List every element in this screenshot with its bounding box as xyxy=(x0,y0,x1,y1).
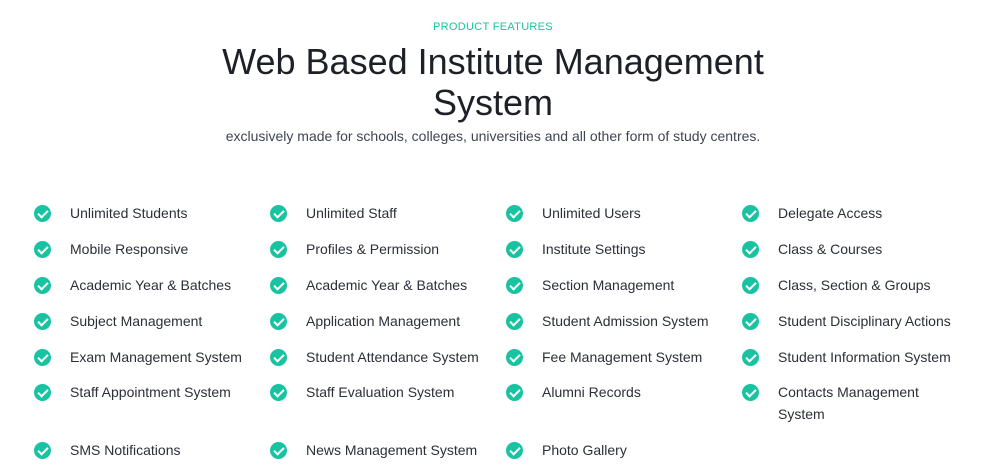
feature-label: Class & Courses xyxy=(778,241,883,257)
feature-label: Exam Management System xyxy=(70,349,242,365)
feature-item xyxy=(34,348,254,368)
feature-item xyxy=(34,441,254,461)
feature-label: Contacts Management System xyxy=(778,384,919,422)
feature-item xyxy=(270,276,490,296)
feature-label: Alumni Records xyxy=(542,384,641,400)
check-circle-icon xyxy=(506,205,523,222)
check-circle-icon xyxy=(270,349,287,366)
feature-label: SMS Notifications xyxy=(70,442,181,458)
check-circle-icon xyxy=(742,277,759,294)
feature-label: Student Disciplinary Actions xyxy=(778,313,951,329)
feature-label: Section Management xyxy=(542,277,675,293)
check-circle-icon xyxy=(270,442,287,459)
check-circle-icon xyxy=(34,442,51,459)
feature-label: Class, Section & Groups xyxy=(778,277,931,293)
feature-item xyxy=(742,312,962,332)
check-circle-icon xyxy=(270,277,287,294)
feature-item xyxy=(506,441,726,461)
check-circle-icon xyxy=(270,384,287,401)
check-circle-icon xyxy=(34,384,51,401)
feature-item xyxy=(34,383,254,403)
feature-label: Staff Evaluation System xyxy=(306,384,455,400)
feature-item xyxy=(742,383,962,425)
feature-item xyxy=(34,240,254,260)
check-circle-icon xyxy=(506,313,523,330)
check-circle-icon xyxy=(742,384,759,401)
feature-item xyxy=(34,312,254,332)
feature-label: Unlimited Students xyxy=(70,205,188,221)
check-circle-icon xyxy=(34,205,51,222)
check-circle-icon xyxy=(742,241,759,258)
check-circle-icon xyxy=(742,313,759,330)
feature-label: Student Information System xyxy=(778,349,951,365)
check-circle-icon xyxy=(742,205,759,222)
check-circle-icon xyxy=(506,277,523,294)
check-circle-icon xyxy=(742,349,759,366)
feature-label: Student Admission System xyxy=(542,313,709,329)
feature-label: Photo Gallery xyxy=(542,442,627,458)
page-subtitle: exclusively made for schools, colleges, universities and all other form of study centres. xyxy=(225,128,761,144)
feature-item xyxy=(506,276,726,296)
feature-label: Delegate Access xyxy=(778,205,883,221)
feature-item xyxy=(742,204,962,224)
feature-label: Fee Management System xyxy=(542,349,703,365)
feature-label: Academic Year & Batches xyxy=(70,277,232,293)
feature-item xyxy=(270,441,490,461)
feature-label: Profiles & Permission xyxy=(306,241,440,257)
feature-label: Subject Management xyxy=(70,313,203,329)
check-circle-icon xyxy=(270,313,287,330)
check-circle-icon xyxy=(506,241,523,258)
check-circle-icon xyxy=(34,277,51,294)
check-circle-icon xyxy=(270,205,287,222)
page-title: Web Based Institute Management System xyxy=(222,41,764,123)
feature-item xyxy=(270,348,490,368)
feature-item xyxy=(270,312,490,332)
check-circle-icon xyxy=(270,241,287,258)
feature-label: Mobile Responsive xyxy=(70,241,189,257)
feature-item xyxy=(34,276,254,296)
feature-item xyxy=(506,240,726,260)
feature-item xyxy=(34,204,254,224)
feature-label: Unlimited Users xyxy=(542,205,641,221)
feature-label: Academic Year & Batches xyxy=(306,277,468,293)
check-circle-icon xyxy=(506,384,523,401)
feature-item xyxy=(270,204,490,224)
feature-label: Application Management xyxy=(306,313,461,329)
check-circle-icon xyxy=(506,442,523,459)
check-circle-icon xyxy=(34,313,51,330)
feature-item xyxy=(506,348,726,368)
feature-label: Unlimited Staff xyxy=(306,205,397,221)
feature-item xyxy=(506,312,726,332)
check-circle-icon xyxy=(506,349,523,366)
feature-label: Institute Settings xyxy=(542,241,646,257)
feature-label: Student Attendance System xyxy=(306,349,479,365)
section-eyebrow: PRODUCT FEATURES xyxy=(433,21,553,33)
feature-label: Staff Appointment System xyxy=(70,384,231,400)
feature-item xyxy=(742,348,962,368)
feature-item xyxy=(742,240,962,260)
check-circle-icon xyxy=(34,349,51,366)
feature-item xyxy=(742,276,962,296)
feature-item xyxy=(270,240,490,260)
check-circle-icon xyxy=(34,241,51,258)
feature-item xyxy=(506,383,726,403)
feature-item xyxy=(506,204,726,224)
feature-item xyxy=(270,383,490,403)
feature-label: News Management System xyxy=(306,442,478,458)
